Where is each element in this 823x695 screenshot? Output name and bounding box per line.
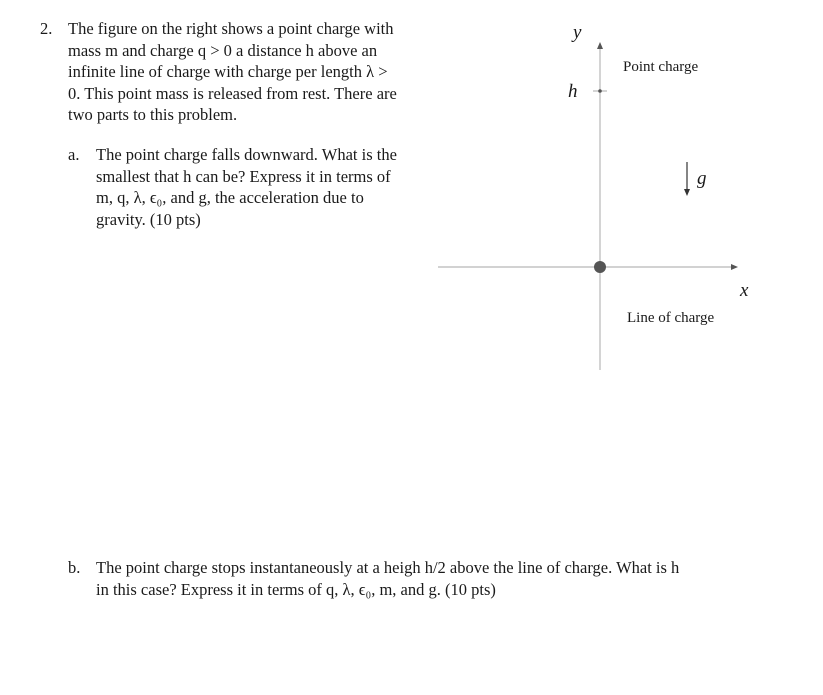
y-axis-label: y [573,22,582,43]
part-b-line: The point charge stops instantaneously at a heigh h/2 above the line of charge. What is h [96,558,680,577]
y-axis-arrowhead [597,42,603,49]
part-a-line: gravity. (10 pts) [96,209,201,229]
part-a-line: smallest that h can be? Express it in terms of [96,166,391,186]
line-of-charge-label: Line of charge [627,310,715,326]
h-label: h [568,81,578,102]
point-charge-label: Point charge [623,59,699,75]
line-of-charge-dot [594,261,606,273]
x-axis-label: x [740,280,749,301]
gravity-arrowhead [684,189,690,196]
part-b-line: in this case? Express it in terms of q, λ, ϵ₀, m, and g. (10 pts) [96,579,496,599]
part-a-line: The point charge falls downward. What is the [96,145,397,164]
part-b-text [96,557,756,600]
part-a-line: m, q, λ, ϵ₀, and g, the acceleration due to [96,188,364,207]
gravity-label: g⃗ [697,168,722,189]
stem-line: The figure on the right shows a point charge with [68,19,394,38]
stem-line: infinite line of charge with charge per length λ > [68,62,388,81]
point-charge-dot [598,89,602,93]
stem-line: mass m and charge q > 0 a distance h above an [68,40,378,60]
x-axis-arrowhead [731,264,738,270]
stem-line: two parts to this problem. [68,105,238,124]
problem-number: 2. [40,19,53,38]
part-a-label: a. [68,145,80,164]
stem-line: 0. This point mass is released from rest. There are [68,83,397,103]
part-b-label: b. [68,558,81,577]
